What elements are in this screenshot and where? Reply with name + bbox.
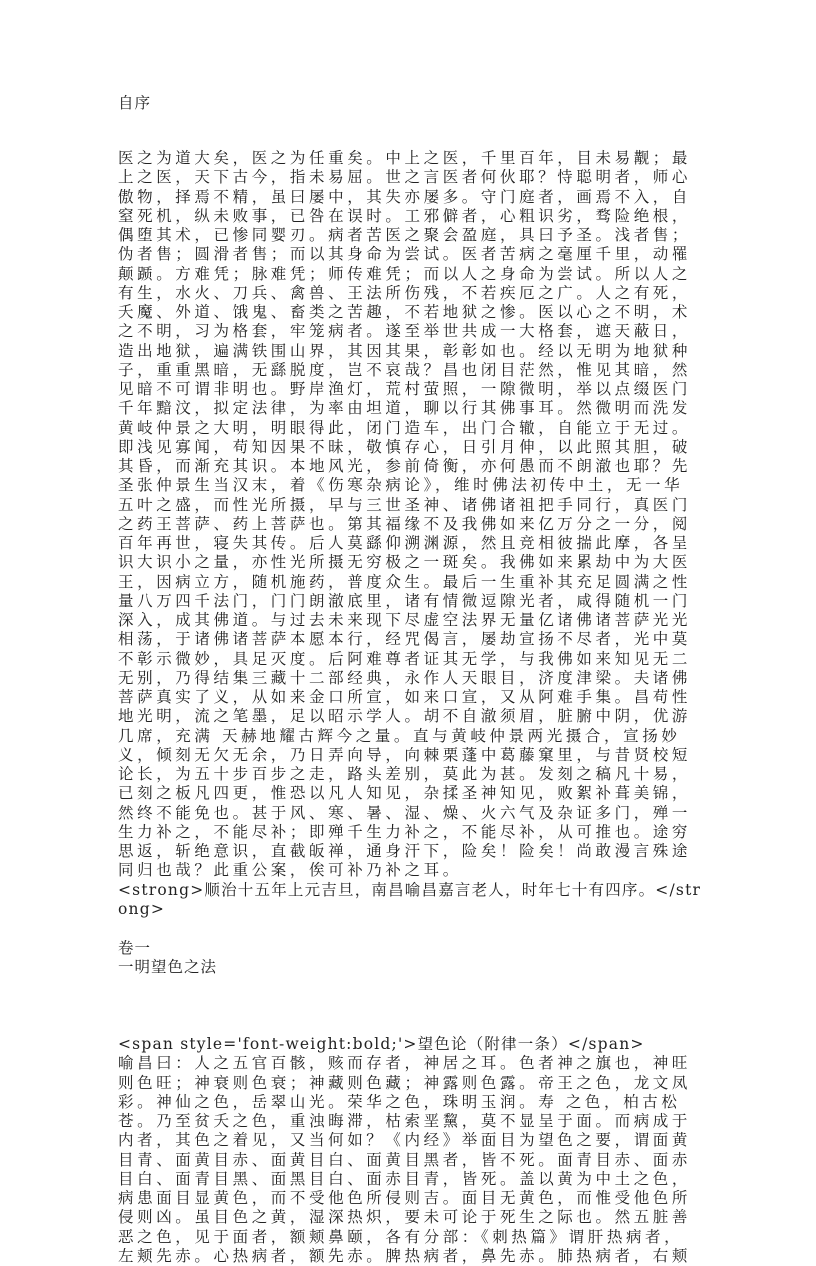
section-title: 一明望色之法 [118, 958, 218, 976]
chapter-body: 喻昌曰：人之五官百骸，赅而存者，神居之耳。色者神之旗也，神旺则色旺；神衰则色衰；神藏则色藏；神露则色露。帝王之色，龙文凤彩。神仙之色，岳翠山光。荣华之色，珠明玉润。寿 之色，柏古松苍。乃至贫夭之色，重浊晦滞，枯索垩黧，莫不显呈于面。而病成于内者，其色之着见，又当何如？《内经》举面目为望色之要，谓面黄目青、面黄目赤、面黄目白、面黄目黑者，皆不死。面青目赤、面赤目白、面青目黑、面黑目白、面赤目青，皆死。盖以黄为中土之色，病患面目显黄色，而不受他色所侵则吉。面目无黄色，而惟受他色所侵则凶。虽目色之黄，湿深热炽，要未可论于死生之际也。然五脏善恶之色，见于面者，额颊鼻颐，各有分部：《刺热篇》谓肝热病者，左颊先赤。心热病者，额先赤。脾热病者，鼻先赤。肺热病者，右颊 [118, 1054, 692, 1265]
preface-signature: <strong>顺治十五年上元吉旦，南昌喻昌嘉言老人，时年七十有四序。</strong> [118, 880, 702, 918]
preface-heading: 自序 [118, 94, 152, 112]
volume-title: 卷一 [118, 939, 152, 957]
chapter-heading: <span style='font-weight:bold;'>望色论（附律一条）</span> [118, 1035, 645, 1053]
document-page [118, 94, 702, 1266]
preface-body: 医之为道大矣，医之为任重矣。中上之医，千里百年，目未易觏；最上之医，天下古今，指未易屈。世之言医者何伙耶？恃聪明者，师心傲物，择焉不精，虽曰屡中，其失亦屡多。守门庭者，画焉不入，自窒死机，纵未败事，已咎在误时。工邪僻者，心粗识劣，骛险绝根，偶堕其术，已惨同婴刃。病者苦医之聚会盈庭，具曰予圣。浅者售；伪者售；圆滑者售；而以其身命为尝试。医者苦病之毫厘千里，动罹颠踬。方难凭；脉难凭；师传难凭；而以人之身命为尝试。所以人之有生，水火、刀兵、禽兽、王法所伤残，不若疾厄之广。人之有死，夭魔、外道、饿鬼、畜类之苦趣，不若地狱之惨。医以心之不明，术之不明，习为格套，牢笼病者。遂至举世共成一大格套，遮天蔽日，造出地狱，遍满铁围山界，其因其果，彰彰如也。经以无明为地狱种子，重重黑暗，无繇脱度，岂不哀哉？昌也闭目茫然，惟见其暗，然见暗不可谓非明也。野岸渔灯，荒村萤照，一隙微明，举以点缀医门千年黯汶，拟定法律，为率由坦道，聊以行其佛事耳。然微明而洗发黄岐仲景之大明，明眼得此，闭门造车，出门合辙，自能立于无过。即浅见寡闻，苟知因果不昧，敬慎存心，日引月伸，以此照其胆，破其昏，而渐充其识。本地风光，参前倚衡，亦何愚而不朗澈也耶？先圣张仲景生当汉末，着《伤寒杂病论》，维时佛法初传中土，无一华五叶之盛，而性光所摄，早与三世圣神、诸佛诸祖把手同行，真医门之药王菩萨、药上菩萨也。第其福缘不及我佛如来亿万分之一分，阅百年再世，寝失其传。后人莫繇仰溯渊源，然且竞相彼揣此摩，各呈识大识小之量，亦性光所摄无穷极之一斑矣。我佛如来累劫中为大医王，因病立方，随机施药，普度众生。最后一生重补其充足圆满之性量八万四千法门，门门朗澈底里，诸有情微逗隙光者，咸得随机一门深入，成其佛道。与过去未来现下尽虚空法界无量亿诸佛诸菩萨光光相荡，于诸佛诸菩萨本愿本行，经咒偈言，屡劫宣扬不尽者，光中莫不彰示微妙，具足灭度。后阿难尊者证其无学，与我佛如来知见无二无别，乃得结集三藏十二部经典，永作人天眼目，济度津梁。夫诸佛菩萨真实了义，从如来金口所宣，如来口宣，又从阿难手集。昌苟性地光明，流之笔墨，足以昭示学人。胡不自澈须眉，脏腑中阴，优游几席，充满 天赫地耀古辉今之量。直与黄岐仲景两光摄合，宣扬妙义，倾刻无欠无余，乃日弄向导，向棘栗蓬中葛藤窠里，与昔贤校短论长，为五十步百步之走，路头差别，莫此为甚。发刻之稿凡十易，已刻之板凡四更，惟恐以凡人知见，杂揉圣神知见，败絮补葺美锦，然终不能免也。甚于风、寒、暑、湿、燥、火六气及杂证多门，殚一生力补之，不能尽补；即殚千生力补之，不能尽补，从可推也。途穷思返，斩绝意识，直截皈禅，通身汗下，险矣！险矣！尚敢漫言殊途同归也哉？此重公案，俟可补乃补之耳。 [118, 149, 692, 880]
spacer [118, 113, 702, 149]
spacer [118, 977, 702, 1035]
spacer [118, 919, 702, 939]
